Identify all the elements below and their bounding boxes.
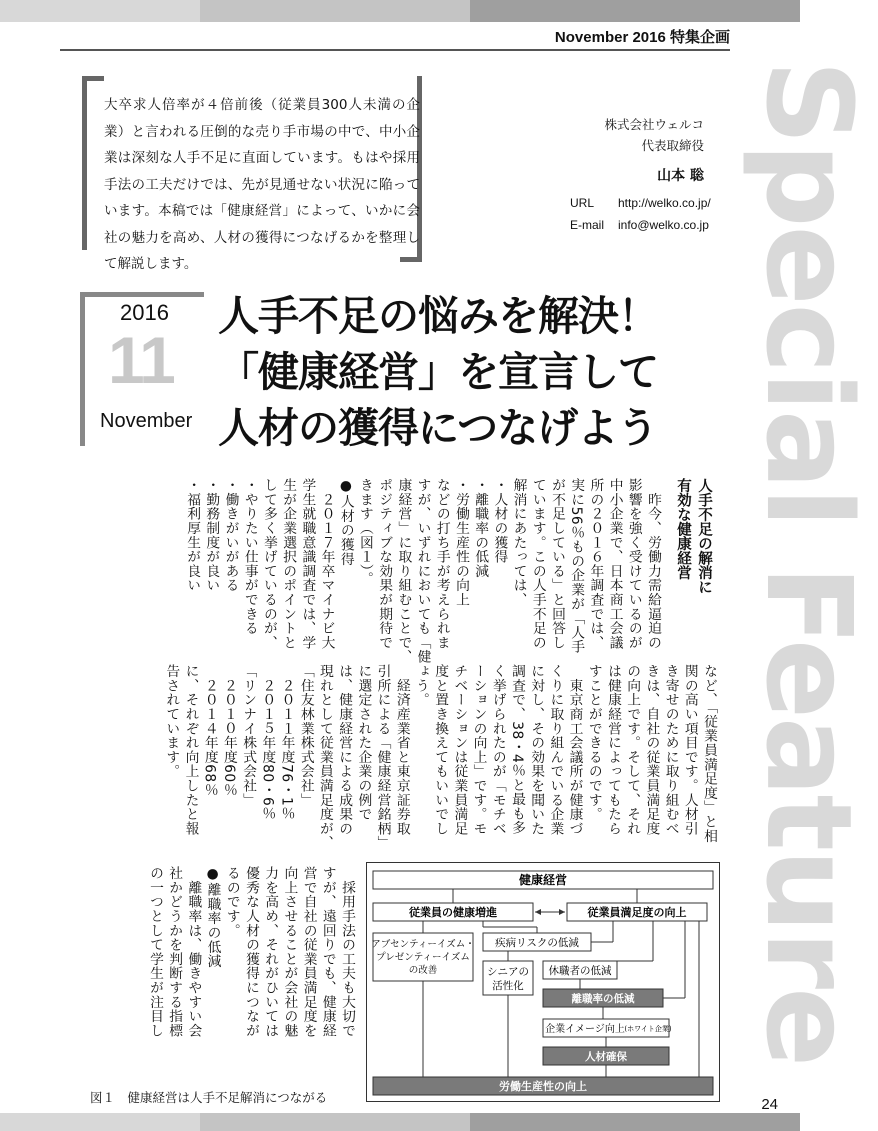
contact-block xyxy=(570,192,711,236)
label-absenteeism-3: の改善 xyxy=(408,965,438,976)
page-number: 24 xyxy=(761,1096,778,1113)
title-line-3: 人材の獲得につなげよう xyxy=(218,404,658,452)
subheading-shortage: 人手不足の解消に 有効な健康経営 xyxy=(675,478,712,594)
header-rule xyxy=(60,49,730,51)
email-label: E-mail xyxy=(570,218,605,232)
author-block xyxy=(604,114,704,187)
lead-bracket-left xyxy=(82,76,104,250)
health-management-diagram xyxy=(366,862,720,1102)
label-talent: 人材確保 xyxy=(585,1051,627,1063)
body-middle-column: など、「従業員満足度」と相 関の高い項目です。人材引 き寄せのために取り組むべ きは、自社の従業員満足度 の向上です。そして、それ は健康経営によってもたら すことができるのです。 東京商工会議所が健康づ くりに取り組んでいる企業 に対し、その効果を聞いた 調査で、38・4％と最も多 く挙げられたのが「モチベ ーションの向上」です。モ チベーションは従業員満足 度と置き換えてもいいでし ょう。 経済産業省と東京証券取 引所による「健康経営銘柄」 に選定された企業の例で は、健康経営による成果の 現れとして従業員満足度が、 「住友林業株式会社」 ２０１１年度76・1％ ２０１５年度80・6％ 「リンナイ株式会社」 ２０１０年度60％ ２０１４年度68％ に、それぞれ向上したと報 告されています。 xyxy=(163,664,717,850)
url-label: URL xyxy=(570,196,595,210)
title-line-2: 「健康経営」を宣言して xyxy=(218,348,658,396)
label-disease-risk: 疾病リスクの低減 xyxy=(495,937,579,949)
issue-day: 11 xyxy=(108,323,174,397)
author-role: 代表取締役 xyxy=(641,138,704,153)
email-link[interactable]: info@welko.co.jp xyxy=(618,218,709,232)
label-left-branch: 従業員の健康増進 xyxy=(409,906,497,919)
side-text: Special Feature xyxy=(740,60,878,1066)
footer-band xyxy=(470,1113,800,1131)
figure-caption: 図１ 健康経営は人手不足解消につながる xyxy=(90,1090,328,1105)
issue-month: November xyxy=(100,410,193,432)
contact-email-row xyxy=(570,214,711,236)
label-leave-reduction: 休職者の低減 xyxy=(548,965,612,977)
header-bands xyxy=(0,0,800,22)
issue-year: 2016 xyxy=(120,300,169,325)
footer-band xyxy=(200,1113,470,1131)
label-top: 健康経営 xyxy=(518,873,568,887)
footer-bands xyxy=(0,1113,800,1131)
diagram-svg xyxy=(367,863,721,1103)
body-lower-column: 採用手法の工夫も大切で すが、遠回りでも、健康経 営で自社の従業員満足度を 向上させることが会社の魅 力を高め、それがひいては 優秀な人材の獲得につなが るのです。 ●離職率の低減 離職率は、働きやすい会 社かどうかを判断する指標 の一つとして学生が注目し xyxy=(146,866,355,1038)
article-title xyxy=(218,288,658,456)
author-company: 株式会社ウェルコ xyxy=(604,117,704,132)
label-turnover: 離職率の低減 xyxy=(571,993,635,1005)
label-absenteeism-1: アブセンティーイズム・ xyxy=(371,939,475,950)
body-upper-column: 昨今、労働力需給逼迫の 影響を強く受けているのが 中小企業で、日本商工会議 所の２０１６年調査では、 実に56％もの企業が「人手 が不足している」と回答し ています。この人手不足の 解消にあたっては、 ・人材の獲得 ・離職率の低減 ・労働生産性の向上 などの打ち手が考えられま すが、いずれにおいても「健 康経営」に取り組むことで、 ポジティブな効果が期待で きます（図１）。 ●人材の獲得 ２０１７年卒マイナビ大 学生就職意識調査では、学 生が企業選択のポイントと して多く挙げているのが、 ・やりたい仕事ができる ・働きがいがある ・勤務制度が良い ・福利厚生が良い xyxy=(184,478,661,664)
label-image-up: 企業イメージ向上 xyxy=(545,1024,625,1035)
label-senior-1: シニアの xyxy=(487,966,529,978)
footer-band xyxy=(0,1113,200,1131)
contact-url-row xyxy=(570,192,711,214)
header-band xyxy=(0,0,200,22)
header-title: November 2016 特集企画 xyxy=(554,29,730,46)
label-productivity: 労働生産性の向上 xyxy=(499,1080,587,1093)
label-image-up-note: (ホワイト企業) xyxy=(624,1025,672,1033)
label-absenteeism-2: プレゼンティーイズム xyxy=(376,952,470,963)
title-line-1: 人手不足の悩みを解決！ xyxy=(218,292,658,340)
lead-text: 大卒求人倍率が４倍前後（従業員300人未満の企業）と言われる圧倒的な売り手市場の中で、中小企業は深刻な人手不足に直面しています。もはや採用手法の工夫だけでは、先が見通せない状況に陥っています。本稿では「健康経営」によって、いかに会社の魅力を高め、人材の獲得につなげるかを整理して解説します。 xyxy=(104,97,420,272)
author-name: 山本 聡 xyxy=(657,168,704,184)
header-band xyxy=(470,0,800,22)
header-band xyxy=(200,0,470,22)
side-decoration xyxy=(740,60,878,1066)
label-right-branch: 従業員満足度の向上 xyxy=(587,906,687,919)
label-senior-2: 活性化 xyxy=(492,980,524,992)
url-link[interactable]: http://welko.co.jp/ xyxy=(618,196,711,210)
